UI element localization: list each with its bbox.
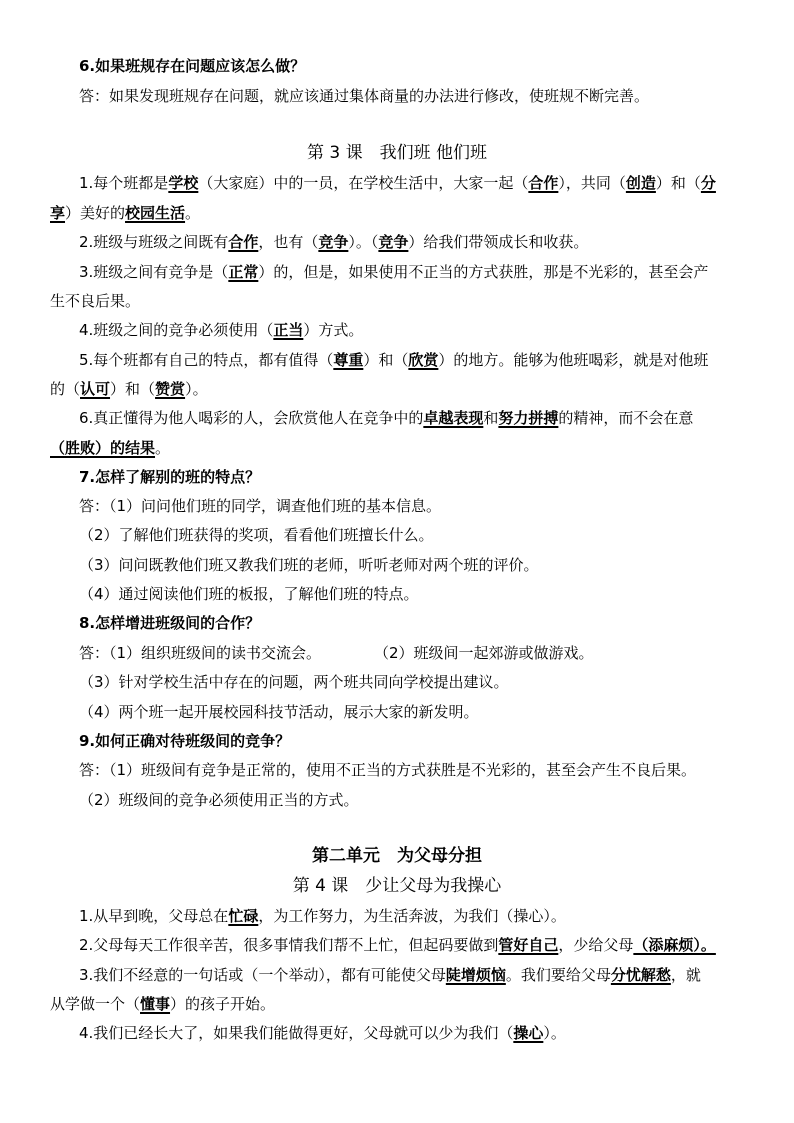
answer-9-1: 答：（1）班级间有竞争是正常的，使用不正当的方式获胜是不光彩的，甚至会产生不良后果。 — [79, 761, 697, 779]
text: 2.班级与班级之间既有 — [79, 233, 229, 251]
text: 的精神，而不会在意 — [558, 409, 694, 427]
keyword: 分 — [700, 174, 716, 192]
keyword: 欣赏 — [408, 351, 439, 369]
lesson-3-point-1-cont — [50, 202, 200, 224]
text: ）和（ — [363, 351, 409, 369]
unit-2-title: 第二单元 为父母分担 — [312, 846, 482, 866]
lesson-3-point-3 — [79, 261, 708, 283]
text: 。 — [185, 204, 201, 222]
keyword: 认可 — [80, 380, 111, 398]
answer-7-2: （2）了解他们班获得的奖项，看看他们班擅长什么。 — [79, 526, 434, 544]
answer-8-2: （2）班级间一起郊游或做游戏。 — [374, 644, 594, 662]
lesson-3-point-2 — [79, 231, 588, 253]
keyword: 合作 — [528, 174, 559, 192]
lesson-4-point-3-cont — [50, 993, 275, 1015]
keyword: 竞争 — [378, 233, 409, 251]
text: ）美好的 — [65, 204, 126, 222]
keyword: 创造 — [625, 174, 656, 192]
keyword: 正常 — [228, 263, 259, 281]
text: 3.我们不经意的一句话或（一个举动），都有可能使父母 — [79, 966, 446, 984]
text: （大家庭）中的一员，在学校生活中，大家一起（ — [198, 174, 529, 192]
answer-9-2: （2）班级间的竞争必须使用正当的方式。 — [79, 791, 359, 809]
text: 3.班级之间有竞争是（ — [79, 263, 229, 281]
answer-7-4: （4）通过阅读他们班的板报，了解他们班的特点。 — [79, 585, 419, 603]
text: 6.真正懂得为他人喝彩的人，会欣赏他人在竞争中的 — [79, 409, 424, 427]
text: ，少给父母 — [558, 936, 634, 954]
keyword: （胜败）的结果 — [50, 439, 156, 457]
text: ）的孩子开始。 — [170, 995, 276, 1013]
keyword: 享 — [50, 204, 66, 222]
text: ）和（ — [655, 174, 701, 192]
text: ）。 — [185, 380, 208, 398]
lesson-3-point-5-cont — [50, 378, 208, 400]
question-9: 9.如何正确对待班级间的竞争？ — [79, 732, 291, 750]
lesson-4-title: 第 4 课 少让父母为我操心 — [292, 876, 502, 896]
lesson-3-point-4 — [79, 319, 363, 341]
text: ）给我们带领成长和收获。 — [408, 233, 589, 251]
keyword: 陡增烦恼 — [445, 966, 506, 984]
lesson-3-point-6-cont — [50, 437, 170, 459]
lesson-3-point-3-cont: 生不良后果。 — [50, 292, 141, 310]
keyword: 赞赏 — [155, 380, 186, 398]
keyword: 学校 — [168, 174, 199, 192]
question-6: 6.如果班规存在问题应该怎么做？ — [79, 57, 306, 75]
answer-8-3: （3）针对学校生活中存在的问题，两个班共同向学校提出建议。 — [79, 673, 509, 691]
text: 的（ — [50, 380, 81, 398]
answer-7-3: （3）问问既教他们班又教我们班的老师，听听老师对两个班的评价。 — [79, 556, 539, 574]
text: 和 — [483, 409, 499, 427]
answer-6: 答：如果发现班规存在问题，就应该通过集体商量的办法进行修改，使班规不断完善。 — [79, 87, 650, 105]
text: 4.我们已经长大了，如果我们能做得更好，父母就可以少为我们（ — [79, 1024, 514, 1042]
answer-7-1: 答：（1）问问他们班的同学，调查他们班的基本信息。 — [79, 497, 442, 515]
text: 。 — [155, 439, 171, 457]
answer-8-4: （4）两个班一起开展校园科技节活动，展示大家的新发明。 — [79, 703, 479, 721]
keyword: 校园生活 — [125, 204, 186, 222]
lesson-3-point-6 — [79, 407, 693, 429]
text: 1.从早到晚，父母总在 — [79, 907, 229, 925]
text: ，也有（ — [258, 233, 319, 251]
keyword: 忙碌 — [228, 907, 259, 925]
question-8: 8.怎样增进班级间的合作？ — [79, 614, 261, 632]
text: ）。 — [543, 1024, 566, 1042]
keyword: 正当 — [273, 321, 304, 339]
text: ）的地方。能够为他班喝彩，就是对他班 — [438, 351, 709, 369]
lesson-3-point-5 — [79, 349, 708, 371]
lesson-3-point-1 — [79, 172, 716, 194]
text: 从学做一个（ — [50, 995, 141, 1013]
lesson-4-point-2 — [79, 934, 716, 956]
text: 1.每个班都是 — [79, 174, 169, 192]
lesson-3-title: 第 3 课 我们班 他们班 — [306, 143, 488, 163]
lesson-4-point-4 — [79, 1022, 566, 1044]
keyword: 操心 — [513, 1024, 544, 1042]
keyword: 卓越表现 — [423, 409, 484, 427]
keyword: 竞争 — [318, 233, 349, 251]
keyword: 管好自己 — [498, 936, 559, 954]
lesson-4-point-3 — [79, 964, 701, 986]
question-7: 7.怎样了解别的班的特点？ — [79, 468, 261, 486]
text: ，为工作努力，为生活奔波，为我们（操心）。 — [258, 907, 566, 925]
keyword: （添麻烦）。 — [633, 936, 716, 954]
text: 4.班级之间的竞争必须使用（ — [79, 321, 274, 339]
text: ，就 — [670, 966, 701, 984]
text: ），共同（ — [558, 174, 626, 192]
text: ）的，但是，如果使用不正当的方式获胜，那是不光彩的，甚至会产 — [258, 263, 709, 281]
text: 2.父母每天工作很辛苦，很多事情我们帮不上忙，但起码要做到 — [79, 936, 499, 954]
keyword: 懂事 — [140, 995, 171, 1013]
text: 5.每个班都有自己的特点，都有值得（ — [79, 351, 334, 369]
text: 。我们要给父母 — [505, 966, 611, 984]
text: ）。（ — [348, 233, 379, 251]
keyword: 尊重 — [333, 351, 364, 369]
keyword: 努力拼搏 — [498, 409, 559, 427]
lesson-4-point-1 — [79, 905, 566, 927]
text: ）方式。 — [303, 321, 364, 339]
answer-8-1: 答：（1）组织班级间的读书交流会。 — [79, 644, 322, 662]
keyword: 合作 — [228, 233, 259, 251]
keyword: 分忧解愁 — [610, 966, 671, 984]
text: ）和（ — [110, 380, 156, 398]
